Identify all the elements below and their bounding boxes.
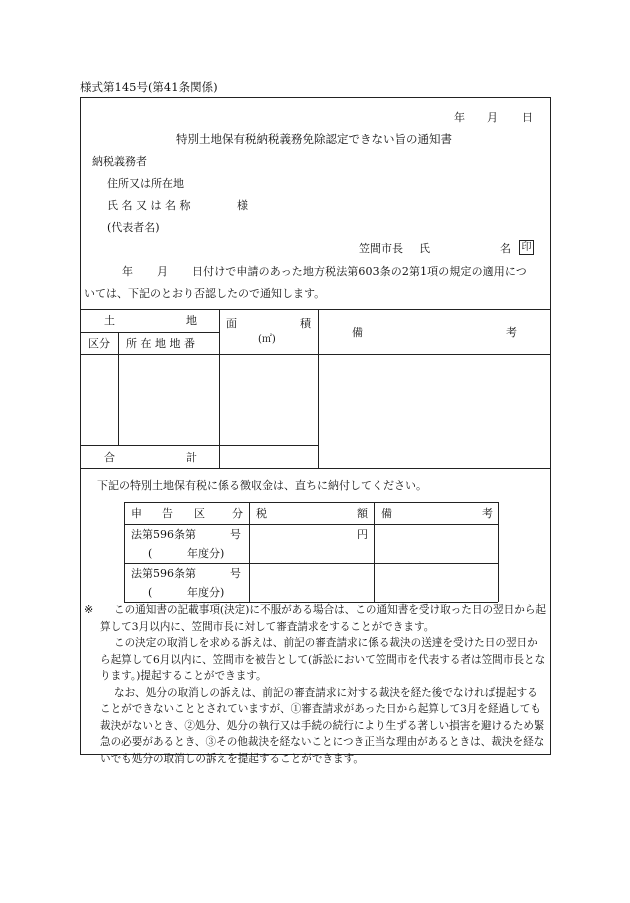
remarks-header-char-2: 考 [506, 326, 517, 339]
decl-header-char-1: 申 [131, 507, 142, 520]
date-day: 日 [522, 111, 533, 124]
body-year: 年 [122, 265, 133, 278]
payment-col-left [124, 502, 125, 602]
representative-label: (代表者名) [107, 221, 160, 234]
total-label-char-1: 合 [104, 451, 115, 464]
land-header-char-1: 土 [104, 314, 115, 327]
tax-header-char-1: 税 [256, 507, 267, 520]
row1-article: 法第596条第 [131, 528, 196, 541]
address-label: 住所又は所在地 [107, 177, 184, 190]
notes-block [84, 602, 546, 767]
issuer-title: 笠間市長 [359, 242, 403, 255]
body-line1: 日付けで申請のあった地方税法第603条の2第1項の規定の適用につ [192, 265, 527, 278]
land-table-bottom [80, 468, 551, 469]
notes-paragraph-2: この決定の取消しを求める訴えは、前記の審査請求に係る裁決の送達を受けた日の翌日から起算して6月以内に、笠間市を被告として(訴訟において笠間市を代表する者は笠間市長となります。)提起することができます。 [100, 637, 546, 682]
row2-fiscal: 年度分) [187, 586, 225, 599]
pay-remarks-header-char-2: 考 [482, 507, 493, 520]
payment-col-divider-1 [249, 502, 250, 602]
payment-table-row-divider [124, 563, 498, 564]
name-label: 氏 名 又 は 名 称 [107, 199, 191, 212]
issuer-name-label: 氏 [419, 242, 430, 255]
land-col-divider-3 [318, 309, 319, 468]
row2-article: 法第596条第 [131, 567, 196, 580]
land-col-divider-2 [219, 309, 220, 468]
land-table-subheader-line [80, 332, 219, 333]
land-header-char-2: 地 [186, 314, 197, 327]
row1-fiscal: 年度分) [187, 547, 225, 560]
row1-go: 号 [230, 528, 241, 541]
payment-col-right [498, 502, 499, 602]
row1-open-paren: ( [148, 547, 153, 560]
land-table-top [80, 309, 551, 310]
notes-paragraph-3: なお、処分の取消しの訴えは、前記の審査請求に対する裁決を経た後でなければ提起することができないこととされていますが、①審査請求があった日から起算して3月を経過しても裁決がないとき、②処分、処分の執行又は手続の続行により生ずる著しい損害を避けるため緊急の必要があるとき、③その他裁決を経ないことにつき正当な理由があるときは、裁決を経ないでも処分の取消しの訴えを提起することができます。 [100, 686, 545, 765]
payment-notice: 下記の特別土地保有税に係る徴収金は、直ちに納付してください。 [97, 479, 427, 492]
body-month: 月 [157, 265, 168, 278]
area-unit: (㎡) [258, 334, 276, 345]
taxpayer-heading: 納税義務者 [92, 155, 147, 168]
payment-table-top [124, 502, 498, 503]
land-col-divider-1 [118, 332, 119, 445]
seal-mark: 印 [519, 240, 534, 255]
pay-remarks-header-char-1: 備 [381, 507, 392, 520]
decl-header-char-4: 分 [232, 507, 243, 520]
land-table-header-bottom [80, 354, 551, 355]
body-line2: いては、下記のとおり否認したので通知します。 [84, 287, 326, 300]
document-title: 特別土地保有税納税義務免除認定できない旨の通知書 [176, 132, 452, 146]
payment-table-header-bottom [124, 524, 498, 525]
form-number: 様式第145号(第41条関係) [80, 80, 218, 94]
land-header-location: 所 在 地 地 番 [126, 337, 195, 350]
remarks-header-char-1: 備 [352, 326, 363, 339]
land-header-kubun: 区分 [88, 337, 110, 350]
date-year: 年 [454, 111, 465, 124]
area-header-char-2: 積 [300, 317, 311, 330]
date-month: 月 [487, 111, 498, 124]
row2-go: 号 [230, 567, 241, 580]
land-table-total-top [80, 445, 318, 446]
honorific: 様 [237, 199, 248, 212]
notes-mark: ※ [84, 603, 94, 616]
decl-header-char-3: 区 [194, 507, 205, 520]
area-header-char-1: 面 [226, 317, 237, 330]
yen-unit: 円 [357, 528, 368, 541]
notes-paragraph-1: この通知書の記載事項(決定)に不服がある場合は、この通知書を受け取った日の翌日から起算して3月以内に、笠間市長に対して審査請求をすることができます。 [100, 604, 547, 633]
tax-header-char-2: 額 [357, 507, 368, 520]
row2-open-paren: ( [148, 586, 153, 599]
total-label-char-2: 計 [186, 451, 197, 464]
decl-header-char-2: 告 [162, 507, 173, 520]
issuer-name-suffix: 名 [500, 242, 511, 255]
payment-col-divider-2 [374, 502, 375, 602]
